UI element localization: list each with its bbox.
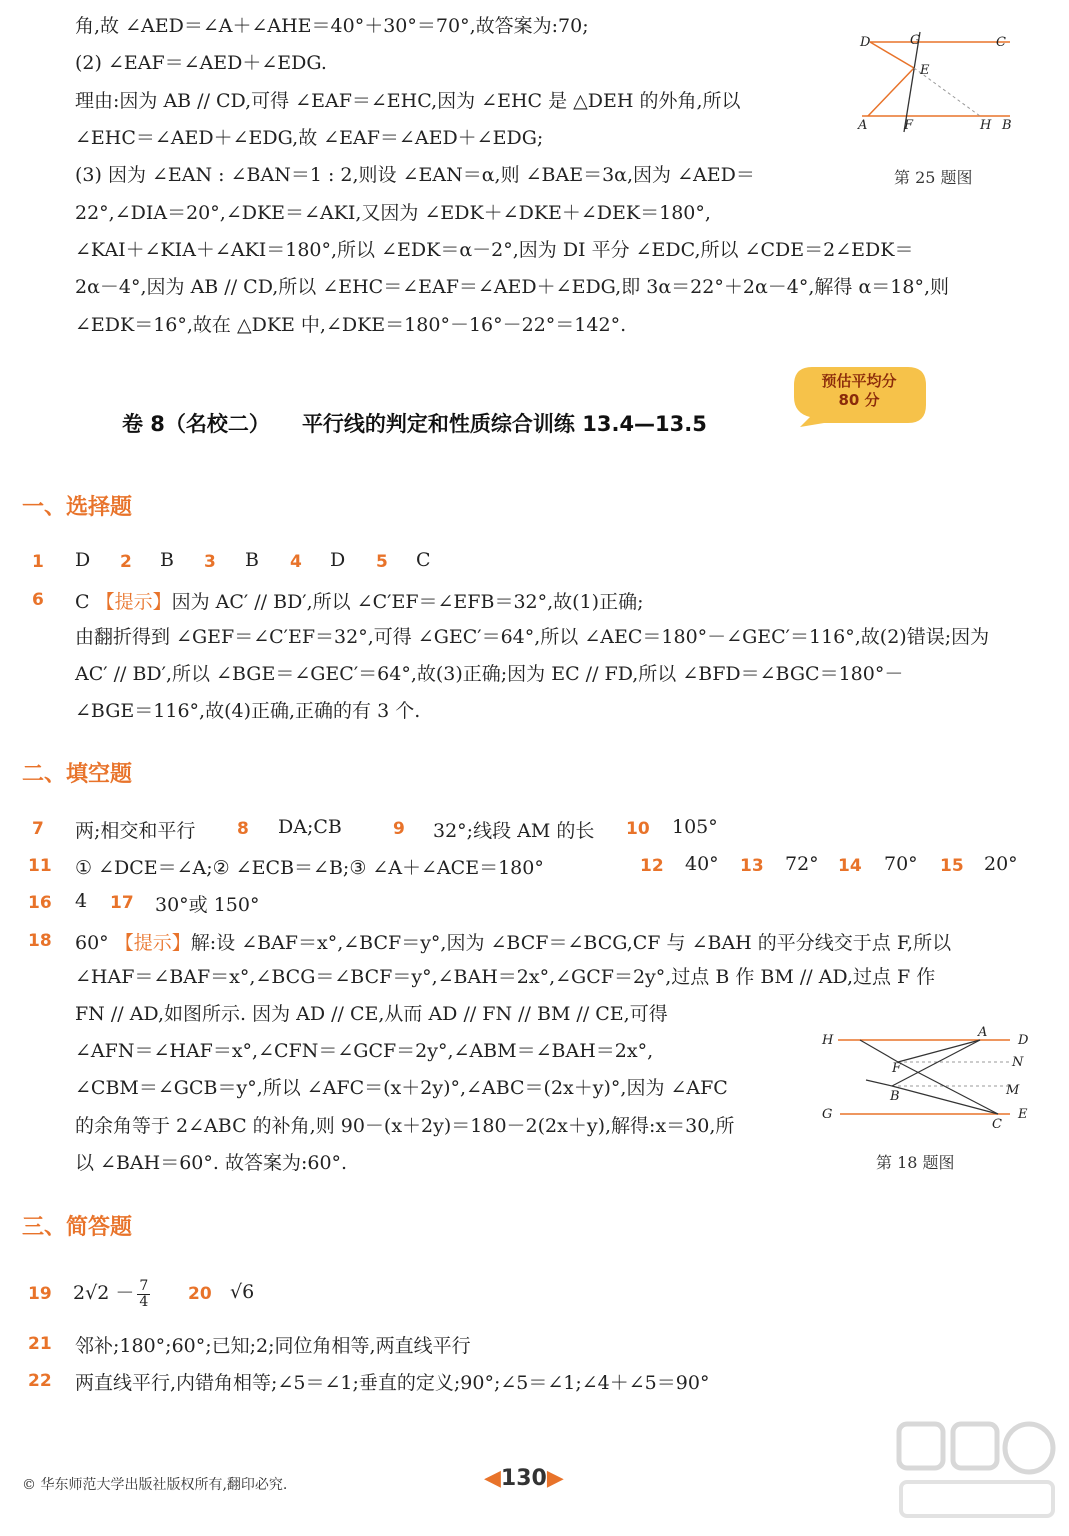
question-number: 15 (940, 856, 964, 876)
answer: 32°;线段 AM 的长 (433, 820, 595, 842)
q18-line-5: ∠CBM＝∠GCB＝y°,所以 ∠AFC＝(x＋2y)°,∠ABC＝(2x＋y)°,因为 ∠AFC (75, 1077, 728, 1099)
q18-line-7: 以 ∠BAH＝60°. 故答案为:60°. (75, 1152, 348, 1174)
section-heading-choice: 一、选择题 (22, 495, 133, 520)
question-number: 2 (120, 552, 132, 572)
fig25-label-B: B (1002, 118, 1012, 133)
question-number: 3 (204, 552, 216, 572)
question-number: 5 (376, 552, 388, 572)
question-number: 16 (28, 893, 52, 913)
answer: √6 (230, 1281, 255, 1303)
fig25-label-C: C (996, 35, 1006, 50)
title-name: 平行线的判定和性质综合训练 13.4—13.5 (301, 412, 707, 436)
answer: 70° (884, 853, 918, 875)
question-number: 6 (32, 590, 44, 610)
answer: 105° (672, 816, 718, 838)
figure-18-caption: 第 18 题图 (876, 1153, 955, 1172)
answer: D (75, 549, 91, 571)
fig18-label-E: E (1018, 1107, 1028, 1122)
question-number: 7 (32, 819, 44, 839)
fig25-label-G: G (910, 33, 921, 48)
fig18-label-M: M (1006, 1083, 1020, 1098)
page-number: ◀130▶ (484, 1466, 564, 1491)
answer: B (245, 549, 259, 571)
right-arrow-icon: ▶ (546, 1466, 564, 1491)
answer: B (160, 549, 174, 571)
answer: ① ∠DCE＝∠A;② ∠ECB＝∠B;③ ∠A＋∠ACE＝180° (75, 857, 544, 879)
answer: C (416, 549, 431, 571)
question-number: 22 (28, 1371, 52, 1391)
solution-line-7: ∠KAI＋∠KIA＋∠AKI＝180°,所以 ∠EDK＝α－2°,因为 DI 平分 ∠EDC,所以 ∠CDE＝2∠EDK＝ (75, 239, 914, 261)
q6-line-3: AC′ // BD′,所以 ∠BGE＝∠GEC′＝64°,故(3)正确;因为 EC // FD,所以 ∠BFD＝∠BGC＝180°－ (75, 663, 904, 685)
q18-line-1: 60° 【提示】解:设 ∠BAF＝x°,∠BCF＝y°,因为 ∠BCF＝∠BCG,CF 与 ∠BAH 的平分线交于点 F,所以 (75, 932, 952, 954)
q6-line-1: C 【提示】因为 AC′ // BD′,所以 ∠C′EF＝∠EFB＝32°,故(1)正确; (75, 591, 644, 613)
solution-line-6: 22°,∠DIA＝20°,∠DKE＝∠AKI,又因为 ∠EDK＋∠DKE＋∠DEK＝180°, (75, 202, 711, 224)
fig18-label-B: B (890, 1089, 900, 1104)
fig25-label-A: A (858, 118, 868, 133)
question-number: 8 (237, 819, 249, 839)
q6-line-2: 由翻折得到 ∠GEF＝∠C′EF＝32°,可得 ∠GEC′＝64°,所以 ∠AEC＝180°－∠GEC′＝116°,故(2)错误;因为 (75, 626, 990, 648)
question-number: 17 (110, 893, 134, 913)
answer: 2√2 － $\frac{7}{4}$ (73, 1277, 149, 1310)
answer: 4 (75, 890, 88, 912)
fig25-label-D: D (860, 35, 871, 50)
figure-25 (852, 28, 1022, 138)
fig18-label-F: F (892, 1061, 902, 1076)
hint-tag: 【提示】 (114, 932, 191, 954)
answer: 两直线平行,内错角相等;∠5＝∠1;垂直的定义;90°;∠5＝∠1;∠4＋∠5＝90° (75, 1372, 710, 1394)
left-arrow-icon: ◀ (484, 1466, 501, 1491)
fig25-label-H: H (980, 118, 992, 133)
solution-line-9: ∠EDK＝16°,故在 △DKE 中,∠DKE＝180°－16°－22°＝142°. (75, 314, 627, 336)
page-title (122, 408, 707, 438)
question-number: 10 (626, 819, 650, 839)
fig18-label-N: N (1012, 1055, 1024, 1070)
question-number: 4 (290, 552, 302, 572)
q18-line-6: 的余角等于 2∠ABC 的补角,则 90－(x＋2y)＝180－2(2x＋y),解得:x＝30,所 (75, 1115, 735, 1137)
answer: 40° (685, 853, 719, 875)
copyright: © 华东师范大学出版社版权所有,翻印必究. (22, 1477, 288, 1493)
watermark-logo (895, 1418, 1060, 1528)
fig18-label-D: D (1018, 1033, 1029, 1048)
section-heading-short-answer: 三、简答题 (22, 1215, 133, 1240)
fig18-label-H: H (822, 1033, 834, 1048)
question-number: 11 (28, 856, 52, 876)
question-number: 13 (740, 856, 764, 876)
answer: DA;CB (278, 816, 342, 838)
question-number: 18 (28, 931, 52, 951)
hint-tag: 【提示】 (95, 591, 172, 613)
fig18-label-A: A (978, 1025, 988, 1040)
answer: 72° (785, 853, 819, 875)
answer: 两;相交和平行 (75, 820, 196, 842)
question-number: 12 (640, 856, 664, 876)
answer: 20° (984, 853, 1018, 875)
solution-line-2: (2) ∠EAF＝∠AED＋∠EDG. (75, 52, 327, 74)
figure-18 (820, 1024, 1038, 1134)
solution-line-3: 理由:因为 AB // CD,可得 ∠EAF＝∠EHC,因为 ∠EHC 是 △DEH 的外角,所以 (75, 90, 741, 112)
fig18-label-C: C (992, 1117, 1002, 1132)
title-volume: 卷 8（名校二） (122, 412, 270, 436)
solution-line-4: ∠EHC＝∠AED＋∠EDG,故 ∠EAF＝∠AED＋∠EDG; (75, 127, 544, 149)
q18-line-4: ∠AFN＝∠HAF＝x°,∠CFN＝∠GCF＝2y°,∠ABM＝∠BAH＝2x°, (75, 1040, 654, 1062)
score-badge-text: 预估平均分 80 分 (821, 372, 897, 409)
section-heading-fill: 二、填空题 (22, 762, 133, 787)
question-number: 21 (28, 1334, 52, 1354)
fraction: $\frac{7}{4}$ (139, 1277, 149, 1310)
q18-line-2: ∠HAF＝∠BAF＝x°,∠BCG＝∠BCF＝y°,∠BAH＝2x°,∠GCF＝2y°,过点 B 作 BM // AD,过点 F 作 (75, 966, 936, 988)
fig18-label-G: G (822, 1107, 833, 1122)
solution-line-8: 2α－4°,因为 AB // CD,所以 ∠EHC＝∠EAF＝∠AED＋∠EDG,即 3α＝22°＋2α－4°,解得 α＝18°,则 (75, 276, 949, 298)
question-number: 19 (28, 1284, 52, 1304)
question-number: 20 (188, 1284, 212, 1304)
question-number: 1 (32, 552, 44, 572)
figure-25-caption: 第 25 题图 (894, 168, 973, 187)
answer: 邻补;180°;60°;已知;2;同位角相等,两直线平行 (75, 1335, 471, 1357)
fig25-label-F: F (904, 118, 914, 133)
solution-line-5: (3) 因为 ∠EAN : ∠BAN＝1 : 2,则设 ∠EAN＝α,则 ∠BAE＝3α,因为 ∠AED＝ (75, 164, 755, 186)
solution-line-1: 角,故 ∠AED＝∠A＋∠AHE＝40°＋30°＝70°,故答案为:70; (75, 15, 589, 37)
fig25-label-E: E (920, 63, 930, 78)
question-number: 14 (838, 856, 862, 876)
answer: 30°或 150° (155, 894, 260, 916)
q6-line-4: ∠BGE＝116°,故(4)正确,正确的有 3 个. (75, 700, 421, 722)
question-number: 9 (393, 819, 405, 839)
answer: D (330, 549, 346, 571)
q18-line-3: FN // AD,如图所示. 因为 AD // CE,从而 AD // FN // BM // CE,可得 (75, 1003, 668, 1025)
